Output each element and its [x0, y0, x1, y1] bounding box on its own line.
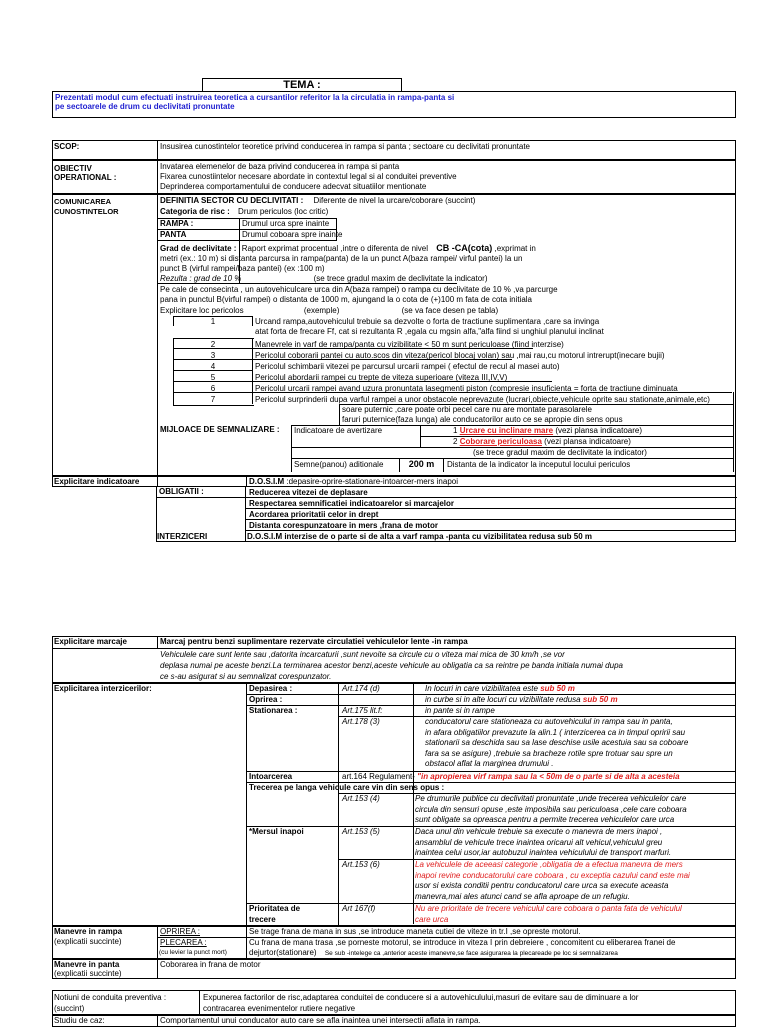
interziceri-explicitare: Explicitarea interzicerilor: Depasirea : Art.174 (d) In locuri in care vizibilitatea este sub 50 m Oprirea : in curbe si in alte locuri cu vizibilitate redusa sub 50 m Art.175 lit.f: Stationarea : in pante si in rampe Art.178 (3) conducatorul care stationeaza cu autovehiculul in rampa sau in panta, in afara obligatiilor prevazute la alin.1 ( interzicerea ca in timpul opririi sau stationarii sa deschida sau sa lase deschise usile acestuia sau sa coboare fara sa se asigure) ,trebuie sa bracheze rotile spre trotuar sau spre un obstacol aflat la marginea drumului . Intoarcerea art.164 Regulament- "in apropierea virf rampa sau la < 50m de o parte si de alta a acesteia Trecerea pe langa vehicule care vin din sens opus : Art.153 (4) Pe drumurile publice cu declivitati pronuntate ,unde trecerea vehiculelor care circula din sensuri opuse ,este imposibila sau periculoasa ,cele care coboara sunt obligate sa opreasca pentru a permite trecerea vehiculelor care urca *Mersul inapoi Art.153 (5) Daca unul din vehicule trebuie sa execute o manevra de mers inapoi , ansamblul de vehicule trece inaintea oricarui alt vehicul,vehiculul greu inaintea celui usor,iar autobuzul inaintea vehiculului de transport marfuri. Art.153 (6) La vehiculele de aceeasi categorie ,obligatia de a efectua manevra de mers inapoi revine conducatorului care coboara , cu exceptia cazului cand este mai usor si exista conditii pentru conducatorul care urca sa execute aceasta manevra,mai ales atunci cand se afla aproape de un refugiu. Prioritatea de trecere Art 167(f) Nu are prioritate de trecere vehiculul care coboara o panta fata de vehiculul care urca: [52, 683, 736, 926]
rezulta: Rezulta : grad de 10 %: [160, 274, 242, 283]
oprirea-label: Oprirea :: [249, 695, 283, 704]
coborare-periculoasa: Coborare periculoasa: [459, 437, 542, 446]
obiectiv-label: OBIECTIV OPERATIONAL :: [54, 164, 117, 183]
prioritatea-label: Prioritatea de trecere: [249, 904, 301, 924]
grad-line1b: ,exprimat in: [494, 244, 536, 253]
consecinta-1: Pe cale de consecinta , un autovehiculcare urca din A(baza rampei) o rampa cu declivitate de 10 % ,va parcurge: [160, 285, 558, 294]
exemple: (exemple): [303, 306, 340, 315]
manevre-panta-label: Manevre in panta: [54, 960, 120, 969]
manevre-panta-text: Coborarea in frana de motor: [160, 960, 261, 969]
pericol-1: Urcand rampa,autovehiculul trebuie sa dezvolte o forta de tractiune suplimentara ,care sa invinga: [255, 317, 600, 326]
pericol-4: Pericolul schimbarii vitezei pe parcursul urcarii rampei ( efectul de recul al masei auto): [255, 362, 560, 371]
obligatie-3: Acordarea prioritatii celor in drept: [249, 510, 379, 519]
grad-line3: punct B (virful rampei/baza pantei) (ex :100 m): [160, 264, 325, 273]
depasirea-label: Depasirea :: [249, 684, 293, 693]
grad-line2: metri (ex.: 10 m) si distanta parcursa in rampa(panta) de la un punct A(baza rampei/ virful pantei) la un: [160, 254, 523, 263]
definitia-text: Diferente de nivel la urcare/coborare (succint): [313, 196, 476, 205]
explicitare-loc: Explicitare loc pericolos: [160, 306, 244, 315]
studiu-text: Comportamentul unui conducator auto care se afla inaintea unei intersectii aflata in rampa.: [160, 1016, 481, 1025]
intoarcerea-label: Intoarcerea: [249, 772, 293, 781]
art153-6-text: La vehiculele de aceeasi categorie ,obligatia de a efectua manevra de mers inapoi revine conducatorului care coboara , cu exceptia cazului cand este mai usor si exista conditii pentru conducatorul care urca sa execute aceasta manevra,mai ales atunci cand se afla aproape de un refugiu.: [415, 860, 690, 901]
grad-label: Grad de declivitate :: [160, 244, 237, 253]
marcaje-block: [52, 636, 736, 683]
marcaje-lines: Vehiculele care sunt lente sau ,datorita incarcaturii ,sunt nevoite sa circule cu o viteza mai mica de 30 km/h ,se vor deplasa numai pe aceste benzi.La terminarea acestor benzi,aceste vehicule au obligatia ca sa reintre pe banda initiala numai dupa ce s-au asigurat si au semnalizat corespunzator.: [160, 650, 623, 681]
pericol-5: Pericolul abordarii rampei cu trepte de viteza superioare (viteza III,IV,V): [255, 373, 508, 382]
dosim-label: D.O.S.I.M: [249, 477, 285, 486]
trecerea-label: Trecerea pe langa vehicule care vin din sens opus :: [249, 783, 445, 792]
manevre-rampa-block: Manevre in rampa (explicatii succinte) OPRIREA : Se trage frana de mana in sus ,se introduce maneta cutiei de viteze in tr.I ,se opreste motorul. PLECAREA : Cu frana de mana trasa ,se porneste motorul, se introduce in viteza I prin debreiere , concomitent cu eliberarea franei de (cu levier la punct mort) dejurtor(stationare) Se sub -intelege ca ,anterior aceste imanevre,se face asigurarea la plecareade pe loc si semnalizarea: [52, 926, 736, 959]
categoria-text: Drum periculos (loc critic): [238, 207, 329, 216]
intoarcerea-text: "in apropierea virf rampa sau la < 50m de o parte si de alta a acesteia: [417, 772, 680, 781]
subject-line-2: pe sectoarele de drum cu declivitati pronuntate: [55, 102, 235, 112]
notiuni-label: Notiuni de conduita preventiva : (succint): [54, 993, 167, 1013]
interziceri-text: D.O.S.I.M interzise de o parte si de alta a varf rampa -panta cu vizibilitatea redusa sub 50 m: [247, 532, 592, 541]
obiectiv-lines: Invatarea elemenelor de baza privind conducerea in rampa si panta Fixarea cunostiintelor necesare abordate in contextul legal si al conduitei preventive Deprinderea comportamentului de conducere adecvat situatiilor mentionate: [160, 162, 457, 191]
manevre-panta-block: Manevre in panta (explicatii succinte) Coborarea in frana de motor: [52, 959, 736, 979]
subject-line-1: Prezentati modul cum efectuati instruirea teoretica a cursantilor referitor la la circulatia in rampa-panta si: [55, 93, 455, 102]
explicitare-indicatoare-label: Explicitare indicatoare: [54, 477, 140, 486]
tema-title: TEMA :: [202, 78, 402, 92]
pericol-7: Pericolul surprinderii dupa varful rampei a unor obstacole neprevazute (lucrari,obiecte,vehicule oprite sau stationate,animale,etc): [255, 395, 710, 404]
panta-label: PANTA: [160, 230, 187, 239]
obligatie-1: Reducerea vitezei de deplasare: [249, 488, 368, 497]
obligatii-label: OBLIGATII :: [159, 487, 204, 496]
comunicarea-block: COMUNICAREA CUNOSTINTELOR DEFINITIA SECTOR CU DECLIVITATI : Diferente de nivel la urcare/coborare (succint) Categoria de risc : Drum periculos (loc critic) RAMPA : Drumul urca spre inainte PANTA Drumul coboara spre inainte Grad de declivitate : Raport exprimat procentual ,intre o diferenta de nivel CB -CA(cota) ,exprimat in metri (ex.: 10 m) si distanta parcursa in rampa(panta) de la un punct A(baza rampei/ virful pantei) la un punct B (virful rampei/baza pantei) (ex :100 m) Rezulta : grad de 10 % (se trece gradul maxim de declivitate la indicator) Pe cale de consecinta , un autovehiculcare urca din A(baza rampei) o rampa cu declivitate de 10 % ,va parcurge pana in punctul B(virful rampei) o distanta de 1000 m, ajungand la o cota de (+)100 m fata de cota initiala Explicitare loc pericolos (exemple) (se va face desen pe tabla) 1 Urcand rampa,autovehiculul trebuie sa dezvolte o forta de tractiune suplimentara ,care sa invinga atat forta de frecare Ff, cat si rezultanta R ,egala cu mgsin alfa,"alfa fiind si unghiul planului inclinat 2 3 4 5 6 7 Manevrele in varf de rampa/panta cu vizibilitate < 50 m sunt periculoase (fiind interzise) Pericolul coborarii pantei cu auto.scos din viteza(pericol blocaj volan) sau ,mai rau,cu motorul intrerupt(inecare bujii) Pericolul schimbarii vitezei pe parcursul urcarii rampei ( efectul de recul al masei auto) Pericolul abordarii rampei cu trepte de viteza superioare (viteza III,IV,V) Pericolul urcarii rampei avand uzura pronuntata lasegmenti piston (compresie insuficienta = forta de tractiune diminuata Pericolul surprinderii dupa varful rampei a unor obstacole neprevazute (lucrari,obiecte,vehicule oprite sau stationate,animale,etc) soare puternic ,care poate orbi pecel care nu are montate parasolarele faruri puternice(faza lunga) ale conducatorilor auto ce se apropie din sens opus MIJLOACE DE SEMNALIZARE : Indicatoare de avertizare 1 Urcare cu inclinare mare (vezi plansa indicatoare) 2 Coborare periculoasa (vezi plansa indicatoare) (se trece gradul maxim de declivitate la indicator) Semne(panou) aditionale 200 m Distanta de la indicator la inceputul locului periculos: [52, 194, 736, 476]
urcare-inclinare-mare: Urcare cu inclinare mare: [459, 426, 554, 435]
exemple-note: (se va face desen pe tabla): [401, 306, 499, 315]
mersul-inapoi-text: Daca unul din vehicule trebuie sa execute o manevra de mers inapoi , ansamblul de vehicule trece inaintea oricarui alt vehicul,vehiculul greu inaintea celui usor,iar autobuzul inaintea vehiculului de transport marfuri.: [415, 827, 672, 857]
pericole-numbers: 2 3 4 5 6 7: [210, 340, 216, 404]
mersul-inapoi-label: *Mersul inapoi: [249, 827, 304, 836]
consecinta-2: pana in punctul B(virful rampei) o distanta de 1000 m, ajungand la o cota de (+)100 m fata de cota initiala: [160, 295, 533, 304]
se-trece-note: (se trece gradul maxim de declivitate la indicator): [473, 448, 647, 457]
stationarea-label: Stationarea :: [249, 706, 298, 715]
pericol-3: Pericolul coborarii pantei cu auto.scos din viteza(pericol blocaj volan) sau ,mai rau,cu motorul intrerupt(inecare bujii): [255, 351, 665, 360]
manevre-rampa-label: Manevre in rampa: [54, 927, 123, 936]
pericol-6: Pericolul urcarii rampei avand uzura pronuntata lasegmenti piston (compresie insuficienta = forta de tractiune diminuata: [255, 384, 678, 393]
definitia-label: DEFINITIA SECTOR CU DECLIVITATI :: [160, 196, 304, 205]
oprirea-rampa-text: Se trage frana de mana in sus ,se introduce maneta cutiei de viteze in tr.I ,se opreste motorul.: [249, 927, 581, 936]
notiuni-text: Expunerea factorilor de risc,adaptarea conduitei de conducere si a autovehiculului,masuri de evitare sau de diminuare a lor contracarea evenimentelor rutiere negative: [203, 993, 639, 1013]
grad-formula: CB -CA(cota): [436, 243, 493, 253]
scop-row: [52, 140, 736, 160]
dosim-text: :depasire-oprire-stationare-intoarcer-mers inapoi: [286, 477, 458, 486]
studiu-block: [52, 1015, 736, 1027]
plecarea-text-1: Cu frana de mana trasa ,se porneste motorul, se introduce in viteza I prin debreiere , concomitent cu eliberarea franei de: [249, 938, 676, 947]
scop-label: SCOP:: [54, 142, 80, 151]
rampa-label: RAMPA :: [160, 219, 194, 228]
cu-levier: (cu levier la punct mort): [159, 949, 227, 956]
mijloace-label: MIJLOACE DE SEMNALIZARE :: [160, 425, 280, 434]
trecerea-text: Pe drumurile publice cu declivitati pronuntate ,unde trecerea vehiculelor care circula din sensuri opuse ,este imposibila sau periculoasa ,cele care coboara sunt obligate sa opreasca pentru a permite trecerea vehiculelor care urca: [415, 794, 687, 824]
interziceri-label: INTERZICERI: [157, 532, 208, 541]
plecarea-label: PLECAREA :: [160, 938, 207, 947]
rezulta-note: (se trece gradul maxim de declivitate la indicator): [313, 274, 488, 283]
obligatie-2: Respectarea semnificatiei indicatoarelor si marcajelor: [249, 499, 454, 508]
obiectiv-row: [52, 160, 736, 194]
grad-line1: Raport exprimat procentual ,intre o diferenta de nivel: [241, 244, 429, 253]
obligatii-block: [156, 487, 736, 542]
indicatoare-row: [52, 476, 736, 487]
stationarea-text: conducatorul care stationeaza cu autovehiculul in rampa sau in panta, in afara obligatiilor prevazute la alin.1 ( interzicerea ca in timpul opririi sau stationarii sa deschida sau sa lase deschise usile acestuia sau sa coboare fara sa se asigure) ,trebuie sa bracheze rotile spre trotuar sau spre un obstacol aflat la marginea drumului .: [425, 717, 689, 768]
pericol-2: Manevrele in varf de rampa/panta cu vizibilitate < 50 m sunt periculoase (fiind interzise): [255, 340, 564, 349]
categoria-label: Categoria de risc :: [160, 207, 230, 216]
pericole-texts: [255, 339, 710, 405]
notiuni-block: [52, 990, 736, 1015]
studiu-label: Studiu de caz:: [54, 1016, 105, 1025]
panta-text: Drumul coboara spre inainte: [242, 230, 343, 239]
obligatie-4: Distanta corespunzatoare in mers ,frana de motor: [249, 521, 438, 530]
oprirea-rampa-label: OPRIREA :: [160, 927, 201, 936]
plecarea-small: Se sub -intelege ca ,anterior aceste imanevre,se face asigurarea la plecareade pe loc si semnalizarea: [324, 950, 618, 957]
comunicarea-label: COMUNICAREA CUNOSTINTELOR: [54, 197, 119, 216]
rampa-text: Drumul urca spre inainte: [242, 219, 330, 228]
indicatoare-avertizare: Indicatoare de avertizare: [294, 426, 383, 435]
semne-distanta: 200 m: [408, 459, 435, 469]
explicitare-interzicerilor-label: Explicitarea interzicerilor:: [54, 684, 152, 693]
semne-text: Distanta de la indicator la inceputul locului periculos: [447, 460, 631, 469]
subject-box: [52, 91, 736, 118]
explicitare-marcaje-label: Explicitare marcaje: [54, 637, 127, 646]
scop-text: Insusirea cunostintelor teoretice privind conducerea in rampa si panta ; sectoare cu declivitati pronuntate: [160, 142, 530, 151]
prioritatea-text: Nu are prioritate de trecere vehiculul care coboara o panta fata de vehiculul care urca: [415, 904, 682, 924]
plecarea-text-2: dejurtor(stationare): [249, 948, 317, 957]
semne-aditionale: Semne(panou) aditionale: [294, 460, 384, 469]
marcaje-title: Marcaj pentru benzi suplimentare rezervate circulatiei vehiculelor lente -in rampa: [160, 637, 468, 646]
